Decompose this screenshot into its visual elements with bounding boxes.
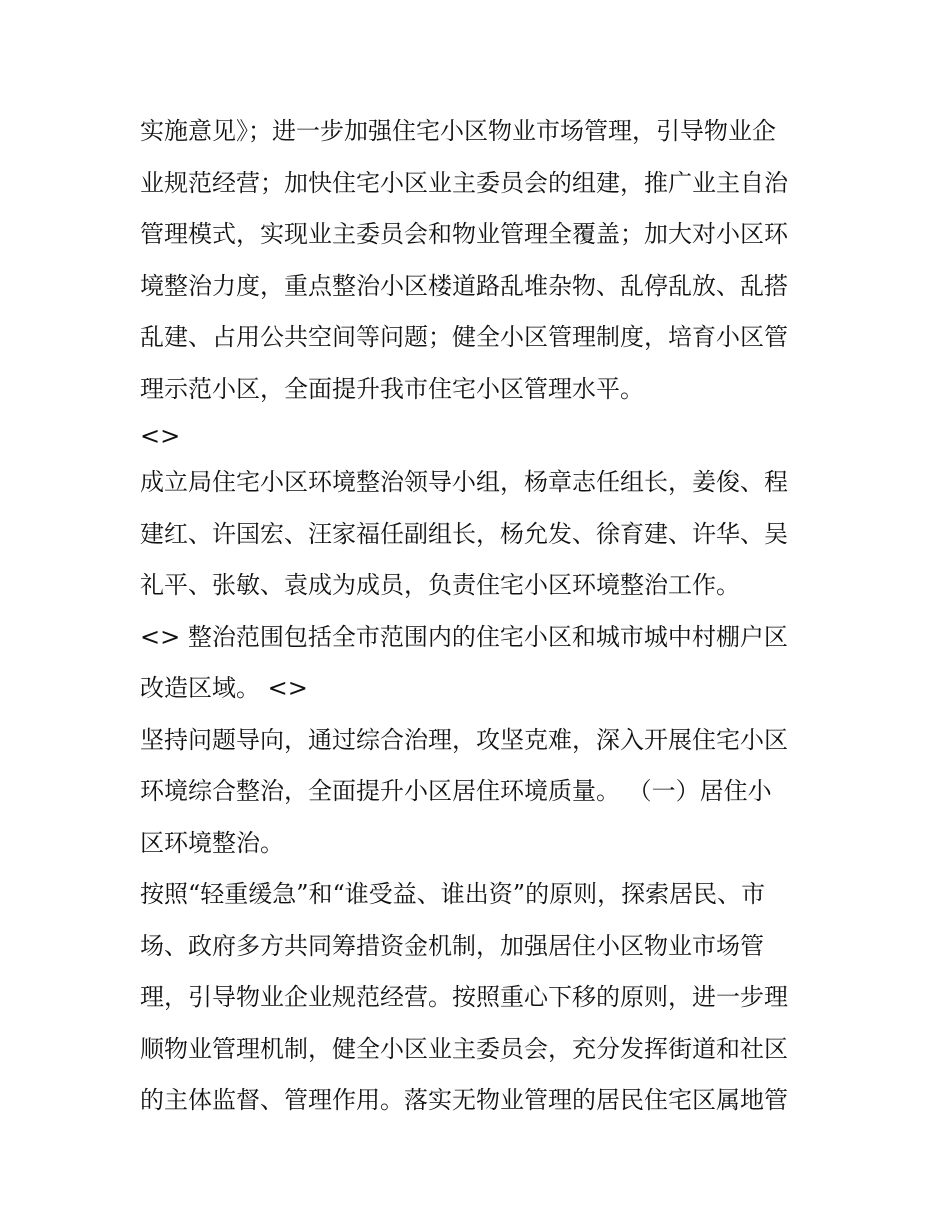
text-line: 坚持问题导向，通过综合治理，攻坚克难，深入开展住宅小区 <box>140 725 788 754</box>
text-line: 顺物业管理机制，健全小区业主委员会，充分发挥街道和社区 <box>140 1034 788 1063</box>
text-line: 管理模式，实现业主委员会和物业管理全覆盖；加大对小区环 <box>140 220 788 248</box>
section-marker: <> <box>140 422 181 450</box>
text-line: 区环境整治。 <box>140 828 284 857</box>
text-line: 理，引导物业企业规范经营。按照重心下移的原则，进一步理 <box>140 983 788 1011</box>
text-line: 理示范小区，全面提升我市住宅小区管理水平。 <box>140 374 644 403</box>
text-line: 业规范经营；加快住宅小区业主委员会的组建，推广业主自治 <box>140 168 788 197</box>
text-line: 场、政府多方共同筹措资金机制，加强居住小区物业市场管 <box>140 931 764 960</box>
text-line: 环境综合整治，全面提升小区居住环境质量。 （一）居住小 <box>140 777 772 805</box>
text-line: 的主体监督、管理作用。落实无物业管理的居民住宅区属地管 <box>140 1086 788 1114</box>
text-line: 按照“轻重缓急”和“谁受益、谁出资”的原则，探索居民、市 <box>140 880 766 908</box>
document-body <box>140 106 820 1127</box>
text-line: 礼平、张敏、袁成为成员，负责住宅小区环境整治工作。 <box>140 571 740 599</box>
text-line: 建红、许国宏、汪家福任副组长，杨允发、徐育建、许华、吴 <box>140 519 788 548</box>
text-line: 成立局住宅小区环境整治领导小组，杨章志任组长，姜俊、程 <box>140 468 788 496</box>
text-line: 境整治力度，重点整治小区楼道路乱堆杂物、乱停乱放、乱搭 <box>140 271 788 300</box>
text-line: <> 整治范围包括全市范围内的住宅小区和城市城中村棚户区 <box>140 622 788 651</box>
text-line: 实施意见》；进一步加强住宅小区物业市场管理，引导物业企 <box>140 117 776 145</box>
text-line: 乱建、占用公共空间等问题；健全小区管理制度，培育小区管 <box>140 323 788 351</box>
text-line: 改造区域。 <> <box>140 674 308 702</box>
